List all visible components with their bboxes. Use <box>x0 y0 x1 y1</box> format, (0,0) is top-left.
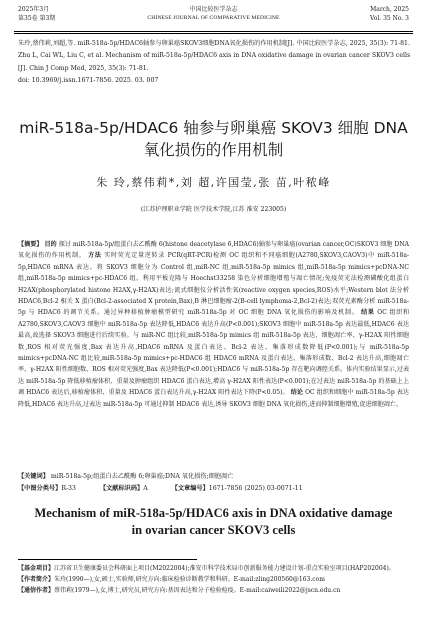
header-rule-thin <box>14 33 413 34</box>
doc-code-label: 【文献标识码】 <box>99 485 144 492</box>
footnote-funding <box>18 563 409 574</box>
header-journal-name <box>18 5 409 23</box>
clc-label: 【中图分类号】 <box>18 485 62 492</box>
abstract-purpose-label: 目的 <box>44 241 57 248</box>
author-list: 朱 玲,蔡伟莉*,刘 超,许国莹,张 苗,叶秾峰 <box>96 176 331 189</box>
header-date-issue: 2025年3月 第35卷 第3期 <box>18 6 56 22</box>
footnote-corresponding-text: 蔡伟莉(1979—),女,博士,研究员,研究方向:基因表达和分子检验检疫。E-mail:caiweili2022@jscn.edu.cn <box>54 587 341 595</box>
abstract-conclusion: OC 组织和细胞中 miR-518a-5p 表达降低,HDAC6 表达升高,过表达 miR-518a-5p 可通过抑制 HDAC6 表达,诱导 SKOV3 细胞 DNA 氧化损伤,进而抑制细胞增殖,促进细胞凋亡。 <box>18 389 409 408</box>
abstract <box>18 239 409 410</box>
citation-block <box>18 38 411 87</box>
header-date-volume: March, 2025 Vol. 35 No. 3 <box>369 6 409 22</box>
citation-en: Zhu L, Cai WL, Liu C, et al. Mechanism of miR-518a-5p/HDAC6 axis in DNA oxidative damage in ovarian cancer SKOV3 cells [J]. Chin J Comp Med, 2025, 35(3): 71-81. <box>18 52 411 72</box>
doc-code-value: A <box>143 485 148 492</box>
header-journal-en: CHINESE JOURNAL OF COMPARATIVE MEDICINE <box>147 15 280 21</box>
classification-line <box>18 483 409 494</box>
article-id-label: 【文章编号】 <box>171 485 209 492</box>
article-id-value: 1671-7856 (2025) 03-0071-11 <box>208 485 303 492</box>
clc-value: R-33 <box>61 485 76 492</box>
header-rule <box>14 31 413 32</box>
footnote-author-label: 【作者简介】 <box>18 576 55 584</box>
abstract-conclusion-label: 结论 <box>290 389 304 397</box>
citation-doi: doi: 10.3969/j.issn.1671-7856. 2025. 03. 007 <box>18 76 159 84</box>
article-id-field <box>172 485 303 492</box>
keywords-text: miR-518a-5p;组蛋白去乙酰酶 6;卵巢癌;DNA 氧化损伤;细胞凋亡 <box>50 473 234 480</box>
citation-cn: 朱玲,蔡伟莉,刘超,等. miR-518a-5p/HDAC6轴参与卵巢癌SKOV3细胞DNA氧化损伤的作用机制[J]. 中国比较医学杂志, 2025, 35(3): 71-81. <box>18 40 410 47</box>
author-affiliation: (江苏护理职业学院 医学技术学院,江苏 淮安 223005) <box>140 206 287 213</box>
footnote-author-text: 朱玲(1990—),女,硕士,实验师,研究方向:临床检验诊断教学和科研。E-mail:zling200560@163.com <box>54 576 325 584</box>
footnote-funding-text: 江苏省卫生健康委员会科研面上项目(M2022004);淮安市科学技术局市创新服务能力建设计划-重点实验室项目(HAP202004)。 <box>54 565 395 572</box>
abstract-method-label: 方法 <box>88 252 102 260</box>
article-title-cn: miR-518a-5p/HDAC6 轴参与卵巢癌 SKOV3 细胞 DNA 氧化损伤的作用机制 <box>19 119 408 159</box>
abstract-label: 【摘要】 <box>18 241 43 248</box>
footnote-author <box>18 574 409 585</box>
abstract-purpose: 探讨 miR-518a-5p/组蛋白去乙酰酶 6(histone deacetylase 6,HDAC6)轴参与卵巢癌(ovarian cancer,OC)SKOV3 细胞 DNA 氧化损伤的作用机制。 <box>18 241 410 260</box>
abstract-result: OC 组织和 A2780,SKOV3,CAOV3 细胞中 miR-518a-5p 表达降低,HDAC6 表达升高(P<0.001);SKOV3 细胞中 miR-518a-5p 表达最低,HDAC6 表达最高,故选择 SKOV3 细胞进行后续实验。与 miR-NC 组比较,miR-518a-5p mimics 组 miR-518a-5p 表达、细胞凋亡率、γ-H2AX 阳性细胞数,ROS 相对荧光强度,Bax 表达升高,HDAC6 mRNA 及蛋白表达、Bcl-2 表达、集落形成数降低(P<0.001);与 miR-518a-5p mimics+pcDNA-NC 组比较,miR-518a-5p mimics+pc-HDAC6 组 HDAC6 mRNA 及蛋白表达、集落形成数、Bcl-2 表达升高,细胞凋亡率、γ-H2AX 阳性细胞数、ROS 相对荧光强度,Bax 表达降低(P<0.001);HDAC6 与 miR-518a-5p 存在靶向调控关系。体内实验结果显示,过表达 miR-518a-5p 降低移植瘤体积、重量及肿瘤组织 HDAC6 蛋白表达,增高 γ-H2AX 阳性表达(P<0.001);在过表达 miR-518a-5p 的基础上上调 HDAC6 表达后,移植瘤体积、重量及 HDAC6 蛋白表达升高,γ-H2AX 阳性表达下降(P<0.05)。 <box>18 309 409 397</box>
article-title-en: Mechanism of miR-518a-5p/HDAC6 axis in DNA oxidative damage in ovarian cancer SKOV3 cells <box>34 506 393 537</box>
footnotes <box>18 563 409 597</box>
footnote-corresponding-label: 【通信作者】 <box>18 587 55 595</box>
clc-field <box>18 485 76 492</box>
footnote-corresponding <box>18 585 409 596</box>
footnote-funding-label: 【基金项目】 <box>18 565 55 572</box>
keywords-label: 【关键词】 <box>18 473 49 480</box>
footnote-rule <box>18 559 197 560</box>
abstract-method: 实时荧光定量逆转录 PCR(qRT-PCR)检测 OC 组织和不同癌细胞(A2780,SKOV3,CAOV3)中 miR-518a-5p,HDAC6 mRNA 表达。将 SKOV3 细胞分为 Control 组,miR-NC 组,miR-518a-5p mimics 组,miR-518a-5p mimics+pcDNA-NC 组,miR-518a-5p mimics+pc-HDAC6 组。利用平板克隆与 Hoechst33258 染色分析细胞增殖与凋亡情况;免疫荧光法检测磷酸化组蛋白 H2AX(phosphorylated histone H2AX,γ-H2AX)表达;流式细胞仪分析活性氧(reactive oxygen species,ROS)水平;Western blot 法分析 HDAC6,Bcl-2 相关 X 蛋白(Bcl-2-associated X protein,Bax),B 淋巴细胞瘤-2(B-cell lymphoma-2,Bcl-2)表达;双荧光素酶分析 miR-518a-5p 与 HDAC6 的调节关系。通过异种移植肿瘤模型研究 miR-518a-5p 对 OC 细胞 DNA 氧化损伤的影响及机制。 <box>18 252 409 317</box>
doc-code-field <box>100 485 148 492</box>
journal-header <box>18 5 409 29</box>
keywords <box>18 471 409 482</box>
header-journal-cn: 中国比较医学杂志 <box>189 6 238 13</box>
abstract-result-label: 结果 <box>361 309 375 317</box>
